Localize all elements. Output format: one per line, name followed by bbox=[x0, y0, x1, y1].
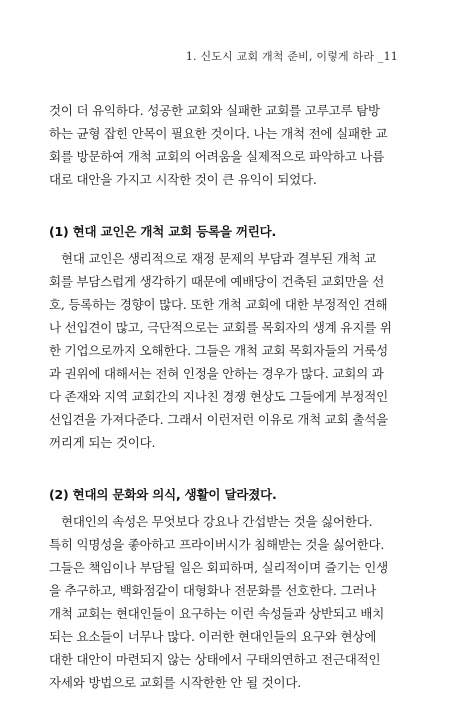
text-line: 을 추구하고, 백화점같이 대형화나 전문화를 선호한다. 그러나 bbox=[49, 583, 377, 598]
text-line: 다 존재와 지역 교회간의 지나친 경쟁 현상도 그들에게 부정적인 bbox=[49, 389, 388, 404]
text-line: 그들은 책임이나 부담될 일은 회피하며, 실리적이며 즐기는 인생 bbox=[49, 560, 388, 575]
text-line: 한 기업으로까지 오해한다. 그들은 개척 교회 목회자들의 거룩성 bbox=[49, 343, 388, 358]
section-1-heading: (1) 현대 교인은 개척 교회 등록을 꺼린다. bbox=[49, 224, 277, 239]
section-1 bbox=[49, 217, 405, 454]
text-line: 대로 대안을 가지고 시작한 것이 큰 유익이 되었다. bbox=[49, 172, 317, 187]
text-line: 개척 교회는 현대인들이 요구하는 이런 속성들과 상반되고 배치 bbox=[49, 606, 385, 621]
text-line: 현대인의 속성은 무엇보다 강요나 간섭받는 것을 싫어한다. bbox=[61, 514, 373, 529]
section-2-heading: (2) 현대의 문화와 의식, 생활이 달라졌다. bbox=[49, 487, 277, 502]
text-line: 되는 요소들이 너무나 많다. 이러한 현대인들의 요구와 현상에 bbox=[49, 629, 377, 644]
section-2 bbox=[49, 480, 405, 694]
text-line: 특히 익명성을 좋아하고 프라이버시가 침해받는 것을 싫어한다. bbox=[49, 537, 385, 552]
text-line: 꺼리게 되는 것이다. bbox=[49, 435, 156, 450]
text-line: 것이 더 유익하다. 성공한 교회와 실패한 교회를 고루고루 탐방 bbox=[49, 103, 380, 118]
text-line: 자세와 방법으로 교회를 시작한한 안 될 것이다. bbox=[49, 675, 302, 690]
text-line: 과 권위에 대해서는 전혀 인정을 안하는 경우가 많다. 교회의 과 bbox=[49, 366, 384, 381]
running-head: 1. 신도시 교회 개척 준비, 이렇게 하라 _11 bbox=[185, 50, 398, 63]
section-gap bbox=[49, 191, 405, 217]
text-line: 나 선입견이 많고, 극단적으로는 교회를 목회자의 생계 유지를 위 bbox=[49, 320, 392, 335]
text-line: 대한 대안이 마련되지 않는 상태에서 구태의연하고 전근대적인 bbox=[49, 652, 381, 667]
text-line: 회를 부담스럽게 생각하기 때문에 예배당이 건축된 교회만을 선 bbox=[49, 274, 385, 289]
page-body bbox=[49, 99, 405, 694]
text-line: 선입견을 가져다준다. 그래서 이런저런 이유로 개척 교회 출석을 bbox=[49, 412, 388, 427]
text-line: 호, 등록하는 경향이 많다. 또한 개척 교회에 대한 부정적인 견해 bbox=[49, 297, 388, 312]
intro-paragraph bbox=[49, 99, 405, 191]
section-gap bbox=[49, 454, 405, 480]
text-line: 회를 방문하여 개척 교회의 어려움을 실제적으로 파악하고 나름 bbox=[49, 149, 385, 164]
text-line: 현대 교인은 생리적으로 재정 문제의 부담과 결부된 개척 교 bbox=[61, 251, 377, 266]
text-line: 하는 균형 잡힌 안목이 필요한 것이다. 나는 개척 전에 실패한 교 bbox=[49, 126, 388, 141]
